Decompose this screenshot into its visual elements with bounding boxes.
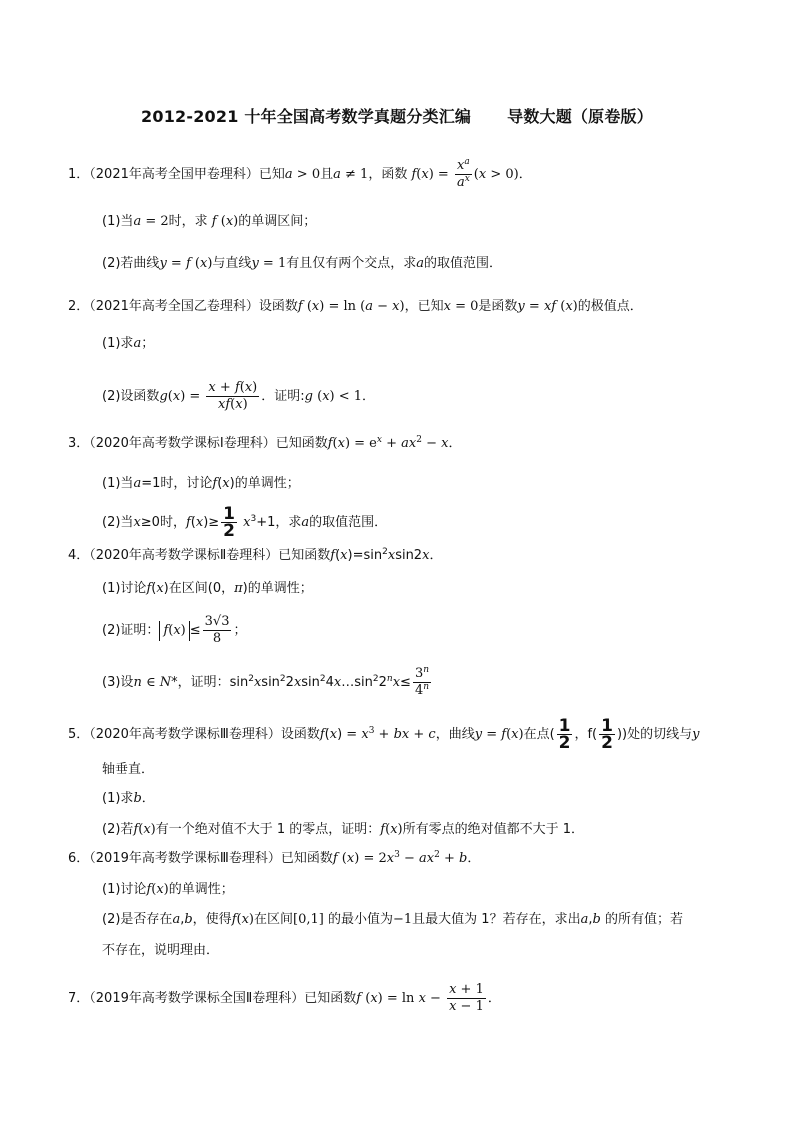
question-6-part-2: (2)是否存在a,b，使得f(x)在区间[0,1] 的最小值为−1且最大值为 1？若存在，求出a,b 的所有值；若 xyxy=(102,912,683,927)
question-6: 6．（2019年高考数学课标Ⅲ卷理科）已知函数f $(x) = 2x^3 - ax^2 + b$． xyxy=(68,850,481,866)
question-5-part-2: (2)若f(x)有一个绝对值不大于 1 的零点，证明：f(x)所有零点的绝对值都不大于 1． xyxy=(102,822,585,837)
question-2: 2．（2021年高考全国乙卷理科）设函数f (x) = ln (a − x)，已知x = 0是函数y = xf (x)的极值点． xyxy=(68,299,643,314)
question-1: 1．（2021年高考全国甲卷理科）已知a > 0且a ≠ 1，函数 f(x) = $\frac{x^a}{a^x}$ (x > 0)． xyxy=(68,157,532,190)
question-2-part-1: (1)求a； xyxy=(102,336,155,351)
question-1-part-2: (2)若曲线y = f (x)与直线y = 1有且仅有两个交点，求a的取值范围． xyxy=(102,256,503,271)
fraction: $\frac{x^a}{a^x}$ xyxy=(456,157,470,190)
title-main: 2012-2021 十年全国高考数学真题分类汇编 xyxy=(141,107,472,126)
question-4-part-3: (3)设n ∈ N*，证明：$\sin^2xsin^22xsin^24x\dots\sin^22^nx\le$ $\frac{3^n}{4^n}$ xyxy=(102,665,430,698)
question-7: 7．（2019年高考数学课标全国Ⅱ卷理科）已知函数f (x) = ln x − $\frac{x + 1}{x - 1}$ ． xyxy=(68,982,501,1014)
question-4-part-1: (1)讨论f(x)在区间(0，π)的单调性； xyxy=(102,581,313,596)
question-5-part-1: (1)求b． xyxy=(102,791,155,806)
question-source: （2020年高考数学课标Ⅱ卷理科） xyxy=(89,548,279,563)
question-6-part-1: (1)讨论f(x)的单调性； xyxy=(102,882,234,897)
document-title xyxy=(0,104,794,127)
question-3: 3．（2020年高考数学课标Ⅰ卷理科）已知函数$f(x) = e^x + ax^2 - x$． xyxy=(68,435,462,451)
question-4: 4．（2020年高考数学课标Ⅱ卷理科）已知函数$f(x)=\sin^2xsin2x$． xyxy=(68,547,443,563)
title-topic: 导数大题（原卷版） xyxy=(507,107,653,126)
question-1-part-1: (1)当a = 2时，求 f (x)的单调区间； xyxy=(102,214,317,229)
question-source: （2019年高考数学课标Ⅲ卷理科） xyxy=(89,851,281,866)
question-2-part-2: (2)设函数g(x) = $\frac{x + f(x)}{xf(x)}$ ．证明:g (x) < 1． xyxy=(102,380,376,412)
question-6-part-2-wrap: 不存在，说明理由． xyxy=(102,943,220,958)
question-source: （2021年高考全国乙卷理科） xyxy=(89,299,259,314)
question-source: （2019年高考数学课标全国Ⅱ卷理科） xyxy=(89,991,305,1006)
question-3-part-1: (1)当a=1时，讨论f(x)的单调性； xyxy=(102,476,300,491)
question-3-part-2: (2)当x≥0时，f(x)≥ $\frac{1}{2}$ $x^3+1$，求a的取值范围． xyxy=(102,504,388,541)
question-source: （2020年高考数学课标Ⅲ卷理科） xyxy=(89,727,281,742)
question-5-wrap: 轴垂直． xyxy=(102,762,155,777)
question-5: 5．（2020年高考数学课标Ⅲ卷理科）设函数$f(x) = x^3$ + bx + c，曲线y = f(x)在点( $\frac{1}{2}$ ，f( $\frac{1}{2}$ ))处的切线与y xyxy=(68,716,700,753)
question-4-part-2: (2)证明： f(x) ≤ $\frac{3√3}{8}$ ； xyxy=(102,614,247,646)
question-source: （2020年高考数学课标Ⅰ卷理科） xyxy=(89,436,276,451)
question-source: （2021年高考全国甲卷理科） xyxy=(89,167,259,182)
